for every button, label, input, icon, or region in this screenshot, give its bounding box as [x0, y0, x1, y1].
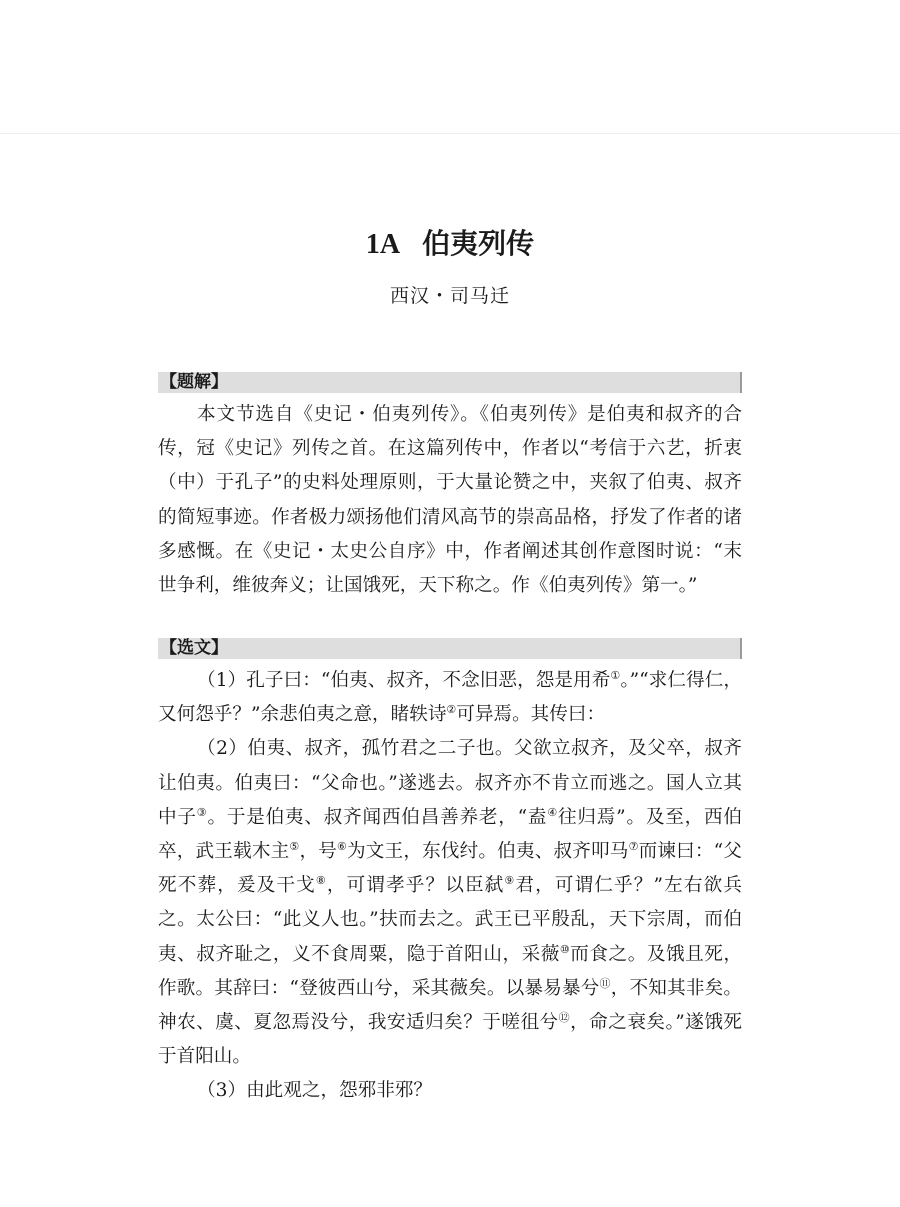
footnote-marker: ④ [547, 805, 558, 819]
footnote-marker: ⑫ [558, 1011, 571, 1025]
footnote-marker: ⑨ [504, 874, 516, 888]
title-text: 伯夷列传 [422, 227, 535, 260]
title-number: 1A [365, 229, 401, 260]
intro-section-header: 【题解】 [158, 372, 742, 393]
footnote-marker: ② [446, 703, 457, 717]
footnote-marker: ③ [196, 805, 208, 819]
passage-paragraph-3: （3）由此观之，怨邪非邪？ [197, 1080, 433, 1102]
footnote-marker: ⑥ [336, 840, 348, 854]
footnote-marker: ① [610, 669, 621, 682]
intro-paragraph: 本文节选自《史记・伯夷列传》。《伯夷列传》是伯夷和叔齐的合传，冠《史记》列传之首。在这篇列传中，作者以“考信于六艺，折衷（中）于孔子”的史料处理原则，于大量论赞之中，夹叙了伯夷、叔齐的简短事迹。作者极力颂扬他们清风高节的崇高品格，抒发了作者的诸多感慨。在《史记・太史公自序》中，作者阐述其创作意图时说：“末世争利，维彼奔义；让国饿死，天下称之。作《伯夷列传》第一。” [158, 404, 742, 597]
footnote-marker: ⑧ [315, 874, 327, 888]
passage-section-header: 【选文】 [158, 638, 742, 659]
intro-text [158, 398, 742, 603]
top-divider [0, 133, 900, 134]
page-title [0, 224, 900, 265]
footnote-marker: ⑪ [599, 976, 611, 990]
footnote-marker: ⑦ [628, 840, 639, 854]
author-line: 西汉・司马迁 [389, 285, 510, 307]
passage-paragraph-1: （1）孔子曰：“伯夷、叔齐，不念旧恶，怨是用希①。”“求仁得仁，又何怨乎？”余悲伯夷之意，睹轶诗②可异焉。其传曰： [158, 669, 742, 726]
passage-paragraph-2: （2）伯夷、叔齐，孤竹君之二子也。父欲立叔齐，及父卒，叔齐让伯夷。伯夷曰：“父命也。”遂逃去。叔齐亦不肯立而逃之。国人立其中子③。于是伯夷、叔齐闻西伯昌善养老，“盍④往归焉”。及至，西伯卒，武王载木主⑤，号⑥为文王，东伐纣。伯夷、叔齐叩马⑦而谏曰：“父死不葬，爰及干戈⑧，可谓孝乎？以臣弑⑨君，可谓仁乎？”左右欲兵之。太公曰：“此义人也。”扶而去之。武王已平殷乱，天下宗周，而伯夷、叔齐耻之，义不食周粟，隐于首阳山，采薇⑩而食之。及饿且死，作歌。其辞曰：“登彼西山兮，采其薇矣。以暴易暴兮⑪，不知其非矣。神农、虞、夏忽焉没兮，我安适归矣？于嗟徂兮⑫，命之衰矣。”遂饿死于首阳山。 [158, 738, 742, 1068]
footnote-marker: ⑤ [289, 840, 300, 854]
passage-text [158, 664, 742, 1109]
footnote-marker: ⑩ [559, 942, 571, 956]
